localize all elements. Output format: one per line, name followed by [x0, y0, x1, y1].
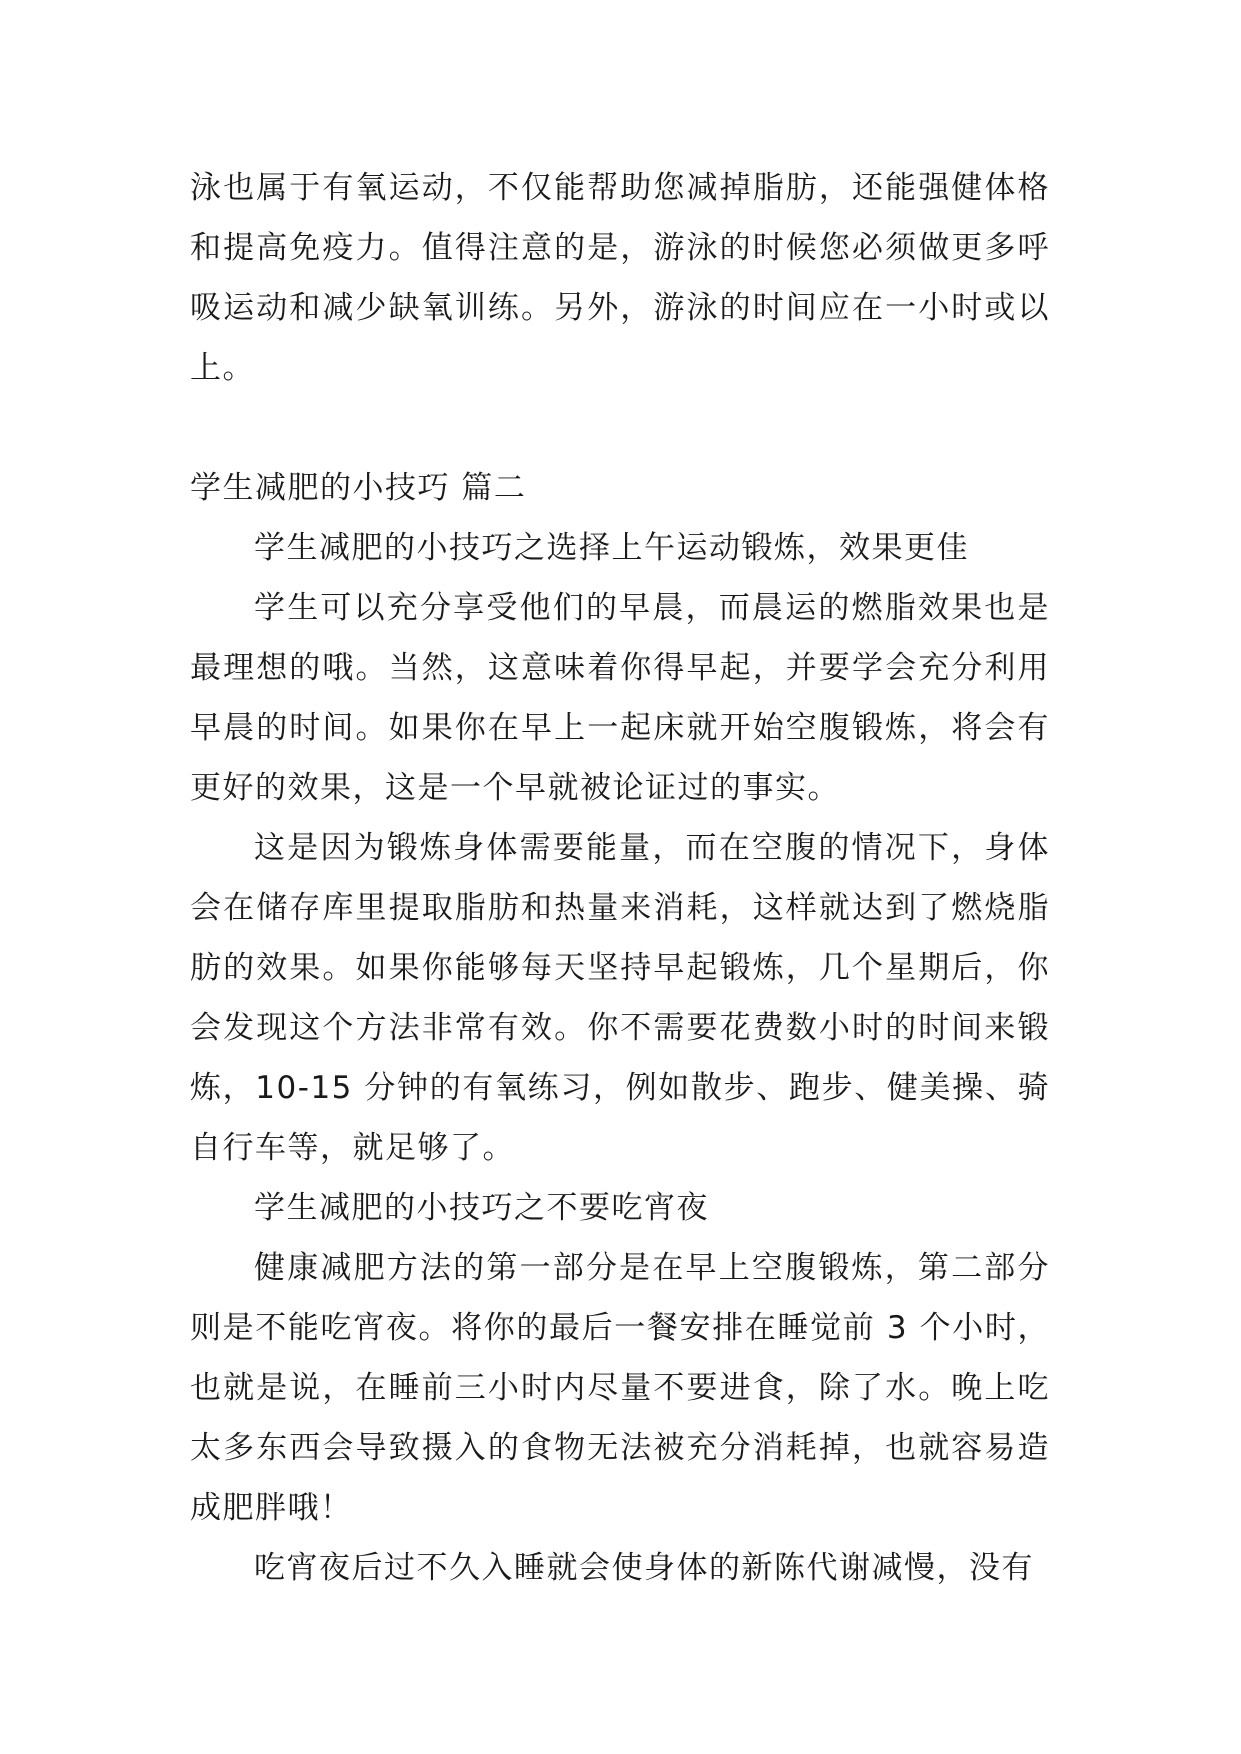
paragraph-metabolism: 吃宵夜后过不久入睡就会使身体的新陈代谢减慢，没有 — [254, 1550, 1034, 1586]
paragraph-no-late-snack: 健康减肥方法的第一部分是在早上空腹锻炼，第二部分则是不能吃宵夜。将你的最后一餐安排在睡觉前 3 个小时，也就是说，在睡前三小时内尽量不要进食，除了水。晚上吃太多东西会导致摄入的食物无法被充分消耗掉，也就容易造成肥胖哦！ — [190, 1250, 1050, 1526]
paragraph-swimming: 泳也属于有氧运动，不仅能帮助您减掉脂肪，还能强健体格和提高免疫力。值得注意的是，游泳的时候您必须做更多呼吸运动和减少缺氧训练。另外，游泳的时间应在一小时或以上。 — [190, 170, 1050, 386]
paragraph-morning-benefits: 学生可以充分享受他们的早晨，而晨运的燃脂效果也是最理想的哦。当然，这意味着你得早起，并要学会充分利用早晨的时间。如果你在早上一起床就开始空腹锻炼，将会有更好的效果，这是一个早就被论证过的事实。 — [190, 590, 1050, 806]
subheading-morning-exercise: 学生减肥的小技巧之选择上午运动锻炼，效果更佳 — [254, 530, 969, 566]
document-body — [190, 158, 1050, 1598]
paragraph-fasting-exercise: 这是因为锻炼身体需要能量，而在空腹的情况下，身体会在储存库里提取脂肪和热量来消耗，这样就达到了燃烧脂肪的效果。如果你能够每天坚持早起锻炼，几个星期后，你会发现这个方法非常有效。你不需要花费数小时的时间来锻炼，10-15 分钟的有氧练习，例如散步、跑步、健美操、骑自行车等，就足够了。 — [190, 830, 1050, 1166]
subheading-no-late-snack: 学生减肥的小技巧之不要吃宵夜 — [254, 1190, 709, 1226]
section-title: 学生减肥的小技巧 篇二 — [190, 470, 527, 506]
paragraph-gap — [190, 398, 1050, 458]
